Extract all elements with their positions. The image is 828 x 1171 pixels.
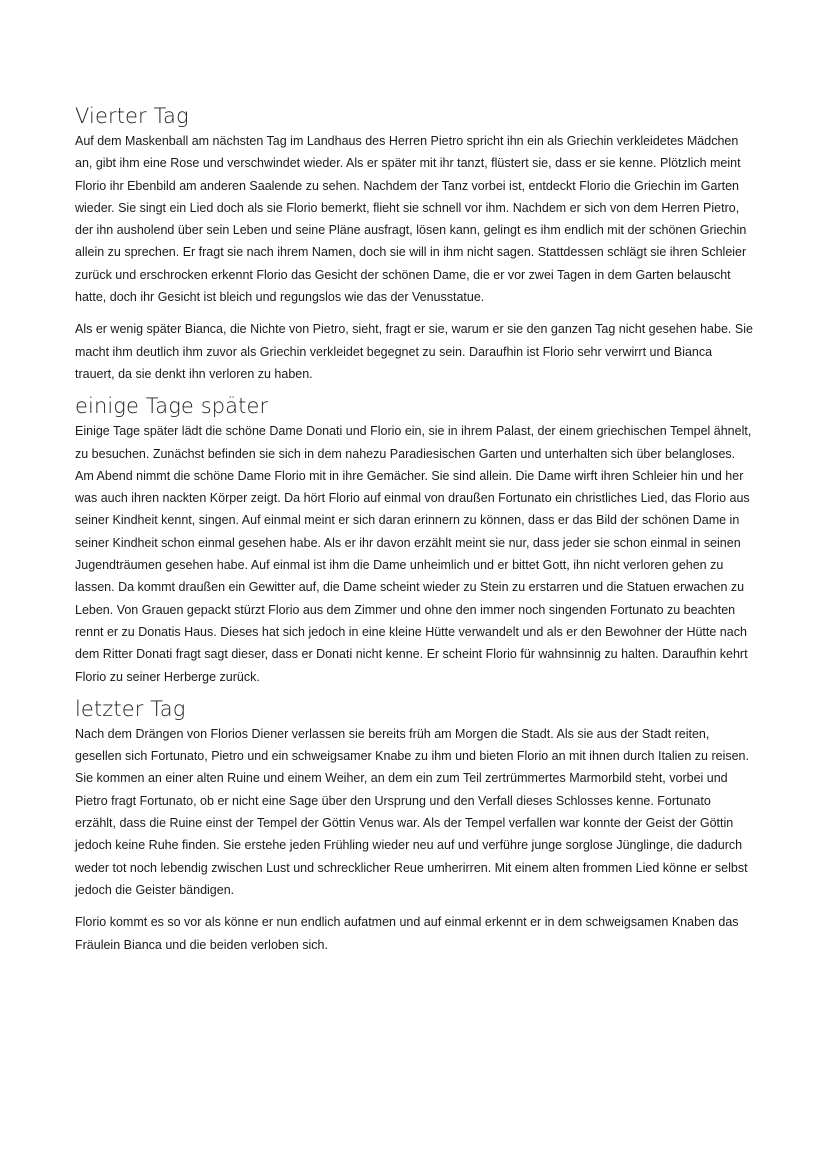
section-letzter-tag [75,696,755,956]
document-page [75,103,755,956]
section-heading: letzter Tag [75,696,186,721]
paragraph: Auf dem Maskenball am nächsten Tag im Landhaus des Herren Pietro spricht ihn ein als Griechin verkleidetes Mädchen an, gibt ihm eine Rose und verschwindet wieder. Als er später mit ihr tanzt, flüstert sie, dass er sie kenne. Plötzlich meint Florio ihr Ebenbild am anderen Saalende zu sehen. Nachdem der Tanz vorbei ist, entdeckt Florio die Griechin im Garten wieder. Sie singt ein Lied doch als sie Florio bemerkt, flieht sie schnell vor ihm. Nachdem er sich von dem Herren Pietro, der ihn ausholend über sein Leben und seine Pläne ausfragt, lösen kann, gelingt es ihm endlich mit der schönen Griechin allein zu sprechen. Er fragt sie nach ihrem Namen, doch sie will in ihm nicht sagen. Stattdessen schlägt sie ihren Schleier zurück und erschrocken erkennt Florio das Gesicht der schönen Dame, die er vor zwei Tagen in dem Garten belauscht hatte, doch ihr Gesicht ist bleich und regungslos wie das der Venusstatue. [75,134,747,305]
paragraph: Florio kommt es so vor als könne er nun endlich aufatmen und auf einmal erkennt er in dem schweigsamen Knaben das Fräulein Bianca und die beiden verloben sich. [75,915,739,952]
section-heading: Vierter Tag [75,104,189,128]
paragraph: Als er wenig später Bianca, die Nichte von Pietro, sieht, fragt er sie, warum er sie den ganzen Tag nicht gesehen habe. Sie macht ihm deutlich ihm zuvor als Griechin verkleidet begegnet zu sein. Daraufhin ist Florio sehr verwirrt und Bianca trauert, da sie denkt ihn verloren zu haben. [75,322,753,381]
paragraph: Nach dem Drängen von Florios Diener verlassen sie bereits früh am Morgen die Stadt. Als sie aus der Stadt reiten, gesellen sich Fortunato, Pietro und ein schweigsamer Knabe zu ihm und bieten Florio an mit ihnen durch Italien zu reisen. Sie kommen an einer alten Ruine und einem Weiher, an dem ein zum Teil zertrümmertes Marmorbild steht, vorbei und Pietro fragt Fortunato, ob er nicht eine Sage über den Ursprung und den Verfall dieses Schlosses kenne. Fortunato erzählt, dass die Ruine einst der Tempel der Göttin Venus war. Als der Tempel verfallen war konnte der Geist der Göttin jedoch keine Ruhe finden. Sie erstehe jeden Frühling wieder neu auf und verführe junge sorglose Jünglinge, die dadurch weder tot noch lebendig zwischen Lust und schrecklicher Reue umherirren. Mit einem alten frommen Lied könne er selbst jedoch die Geister bändigen. [75,726,749,897]
section-heading: einige Tage später [75,394,269,419]
section-einige-tage-spaeter [75,393,755,688]
paragraph: Einige Tage später lädt die schöne Dame Donati und Florio ein, sie in ihrem Palast, der einem griechischen Tempel ähnelt, zu besuchen. Zunächst befinden sie sich in dem nahezu Paradiesischen Garten und unterhalten sich über belangloses. Am Abend nimmt die schöne Dame Florio mit in ihre Gemächer. Sie sind allein. Die Dame wirft ihren Schleier hin und her was auch ihren nackten Körper zeigt. Da hört Florio auf einmal von draußen Fortunato ein christliches Lied, das Florio aus seiner Kindheit kennt, singen. Auf einmal meint er sich daran erinnern zu können, dass er das Bild der schönen Dame in seiner Kindheit schon einmal gesehen habe. Als er ihr davon erzählt meint sie nur, dass jeder sie schon einmal in seinen Jugendträumen gesehen habe. Auf einmal ist ihm die Dame unheimlich und er bittet Gott, ihn nicht verloren gehen zu lassen. Da kommt draußen ein Gewitter auf, die Dame scheint wieder zu Stein zu erstarren und die Statuen erwachen zu Leben. Von Grauen gepackt stürzt Florio aus dem Zimmer und ohne den immer noch singenden Fortunato zu beachten rennt er zu Donatis Haus. Dieses hat sich jedoch in eine kleine Hütte verwandelt und als er den Bewohner der Hütte nach dem Ritter Donati fragt sagt dieser, dass er Donati nicht kenne. Er scheint Florio für wahnsinnig zu halten. Daraufhin kehrt Florio zu seiner Herberge zurück. [75,424,752,684]
section-vierter-tag [75,103,755,385]
